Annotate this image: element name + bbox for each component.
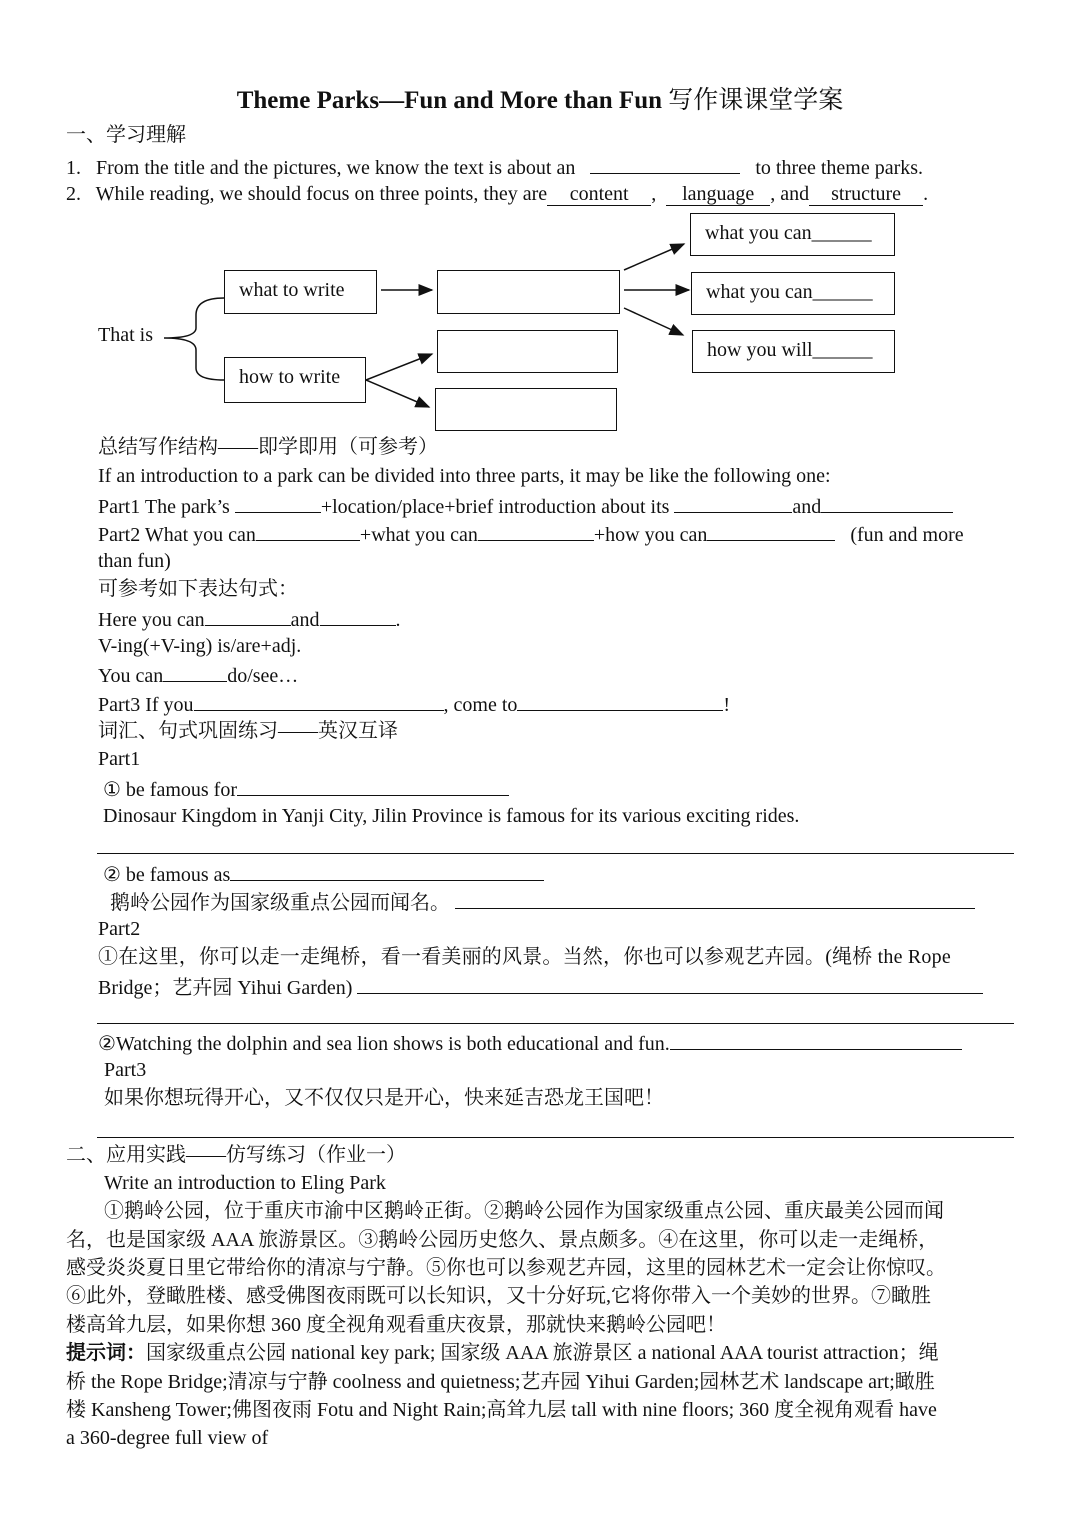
text: +location/place+brief introduction about its xyxy=(320,496,670,518)
arrow xyxy=(624,244,684,270)
q2-answer-language: language xyxy=(666,183,770,206)
practice-p1-item1 xyxy=(103,775,509,803)
part3-structure xyxy=(98,690,730,718)
passage-line: 名，也是国家级 AAA 旅游景区。③鹅岭公园历史悠久、景点颇多。④在这里，你可以走一走绳桥， xyxy=(66,1229,939,1251)
blank[interactable] xyxy=(194,690,444,711)
blank[interactable] xyxy=(478,520,594,541)
text: You can xyxy=(98,665,164,687)
text: do/see… xyxy=(227,665,299,687)
q1-number: 1. xyxy=(66,157,81,179)
q2-answer-content: content xyxy=(547,183,651,206)
blank[interactable] xyxy=(674,492,792,513)
blank[interactable] xyxy=(205,605,291,626)
answer-line[interactable] xyxy=(97,1137,1014,1138)
text: ②Watching the dolphin and sea lion shows is both educational and fun. xyxy=(98,1033,670,1055)
practice-p1-sentence1: Dinosaur Kingdom in Yanji City, Jilin Province is famous for its various exciting rides. xyxy=(103,805,800,827)
q2-sep: , and xyxy=(770,183,810,205)
text: . xyxy=(395,609,401,631)
arrow xyxy=(366,354,432,380)
reference-3 xyxy=(98,661,298,689)
text: ① be famous for xyxy=(103,779,238,801)
blank[interactable] xyxy=(357,973,983,994)
title-chinese: 写作课课堂学案 xyxy=(668,87,844,114)
passage-line: ⑥此外，登瞰胜楼、感受佛图夜雨既可以长知识，又十分好玩,它将你带入一个美妙的世界。⑦瞰胜 xyxy=(66,1285,931,1307)
what-you-can-box-1: what you can______ xyxy=(690,213,895,256)
q2-sep: , xyxy=(651,183,657,205)
q1-text: From the title and the pictures, we know the text is about an xyxy=(96,157,576,179)
part2-structure xyxy=(98,520,964,548)
q1-text-end: to three theme parks. xyxy=(755,157,924,179)
q2-number: 2. xyxy=(66,183,81,205)
text: (fun and more xyxy=(850,524,964,546)
blank[interactable] xyxy=(670,1029,962,1050)
q2-answer-structure: structure xyxy=(809,183,923,206)
that-is-label: That is xyxy=(98,324,153,346)
practice-p2-sentence2 xyxy=(98,1029,962,1057)
text: ② be famous as xyxy=(103,864,231,886)
blank[interactable] xyxy=(230,860,544,881)
how-to-write-box: how to write xyxy=(224,357,366,403)
arrow xyxy=(366,380,429,407)
summary-intro: If an introduction to a park can be divided into three parts, it may be like the following one: xyxy=(98,465,831,487)
section2-heading: 二、应用实践——仿写练习（作业一） xyxy=(66,1144,406,1166)
text: Part1 The park’s xyxy=(98,496,230,518)
q2-end: . xyxy=(923,183,929,205)
passage-line: 楼高耸九层，如果你想 360 度全视角观看重庆夜景，那就快来鹅岭公园吧！ xyxy=(66,1314,726,1336)
reference-1 xyxy=(98,605,401,633)
text: Bridge；艺卉园 Yihui Garden) xyxy=(98,977,353,999)
text: , come to xyxy=(443,694,518,716)
summary-heading: 总结写作结构——即学即用（可参考） xyxy=(98,436,438,458)
text: +how you can xyxy=(593,524,708,546)
blank[interactable] xyxy=(237,775,509,796)
text: +what you can xyxy=(359,524,478,546)
hint-line: 桥 the Rope Bridge;清凉与宁静 coolness and quietness;艺卉园 Yihui Garden;园林艺术 landscape art;瞰胜 xyxy=(66,1371,935,1393)
practice-p2-sentence1-cont xyxy=(98,973,983,1001)
blank[interactable] xyxy=(707,520,835,541)
blank[interactable] xyxy=(235,492,321,513)
hint-label: 提示词： xyxy=(66,1342,146,1364)
brace-icon xyxy=(164,298,224,380)
blank[interactable] xyxy=(320,605,396,626)
section2-task: Write an introduction to Eling Park xyxy=(104,1172,386,1194)
hint-line: 楼 Kansheng Tower;佛图夜雨 Fotu and Night Rain;高耸九层 tall with nine floors; 360 度全视角观看 have xyxy=(66,1399,937,1421)
title-english: Theme Parks—Fun and More than Fun xyxy=(236,87,662,114)
answer-line[interactable] xyxy=(97,853,1014,854)
text: Part3 If you xyxy=(98,694,194,716)
practice-part2-label: Part2 xyxy=(98,918,141,940)
text: Part2 What you can xyxy=(98,524,256,546)
blank[interactable] xyxy=(163,661,227,682)
blank[interactable] xyxy=(821,492,953,513)
reference-heading: 可参考如下表达句式： xyxy=(98,578,298,600)
passage-line: ①鹅岭公园，位于重庆市渝中区鹅岭正街。②鹅岭公园作为国家级重点公园、重庆最美公园而闻 xyxy=(104,1200,944,1222)
part1-structure xyxy=(98,492,953,520)
text: 国家级重点公园 national key park; 国家级 AAA 旅游景区 a national AAA tourist attraction；绳 xyxy=(146,1342,939,1364)
practice-p2-sentence1: ①在这里，你可以走一走绳桥，看一看美丽的风景。当然，你也可以参观艺卉园。(绳桥 the Rope xyxy=(98,946,951,968)
text: Here you can xyxy=(98,609,205,631)
blank[interactable] xyxy=(256,520,360,541)
practice-heading: 词汇、句式巩固练习——英汉互译 xyxy=(98,720,398,742)
passage-line: 感受炎炎夏日里它带给你的清凉与宁静。⑤你也可以参观艺卉园，这里的园林艺术一定会让你惊叹。 xyxy=(66,1257,946,1279)
how-you-will-box: how you will______ xyxy=(692,330,895,373)
practice-p1-sentence2 xyxy=(110,888,975,916)
hint-line xyxy=(66,1340,939,1366)
hint-line: a 360-degree full view of xyxy=(66,1427,269,1449)
diagram-connectors xyxy=(0,0,1080,460)
practice-part3-label: Part3 xyxy=(104,1059,147,1081)
section1-heading: 一、学习理解 xyxy=(66,124,186,146)
blank[interactable] xyxy=(517,690,723,711)
practice-p1-item2 xyxy=(103,860,544,888)
what-you-can-box-2: what you can______ xyxy=(691,272,895,315)
reference-2: V-ing(+V-ing) is/are+adj. xyxy=(98,635,302,657)
part2-structure-cont: than fun) xyxy=(98,550,171,572)
text: 鹅岭公园作为国家级重点公园而闻名。 xyxy=(110,892,450,914)
text: and xyxy=(290,609,320,631)
arrow xyxy=(624,308,683,335)
practice-part1-label: Part1 xyxy=(98,748,141,770)
blank[interactable] xyxy=(455,888,975,909)
practice-p3-sentence: 如果你想玩得开心，又不仅仅只是开心，快来延吉恐龙王国吧！ xyxy=(104,1087,664,1109)
q2-text: While reading, we should focus on three points, they are xyxy=(95,183,548,205)
answer-line[interactable] xyxy=(97,1023,1014,1024)
text: ! xyxy=(723,694,731,716)
what-to-write-box: what to write xyxy=(224,270,377,314)
text: and xyxy=(792,496,822,518)
